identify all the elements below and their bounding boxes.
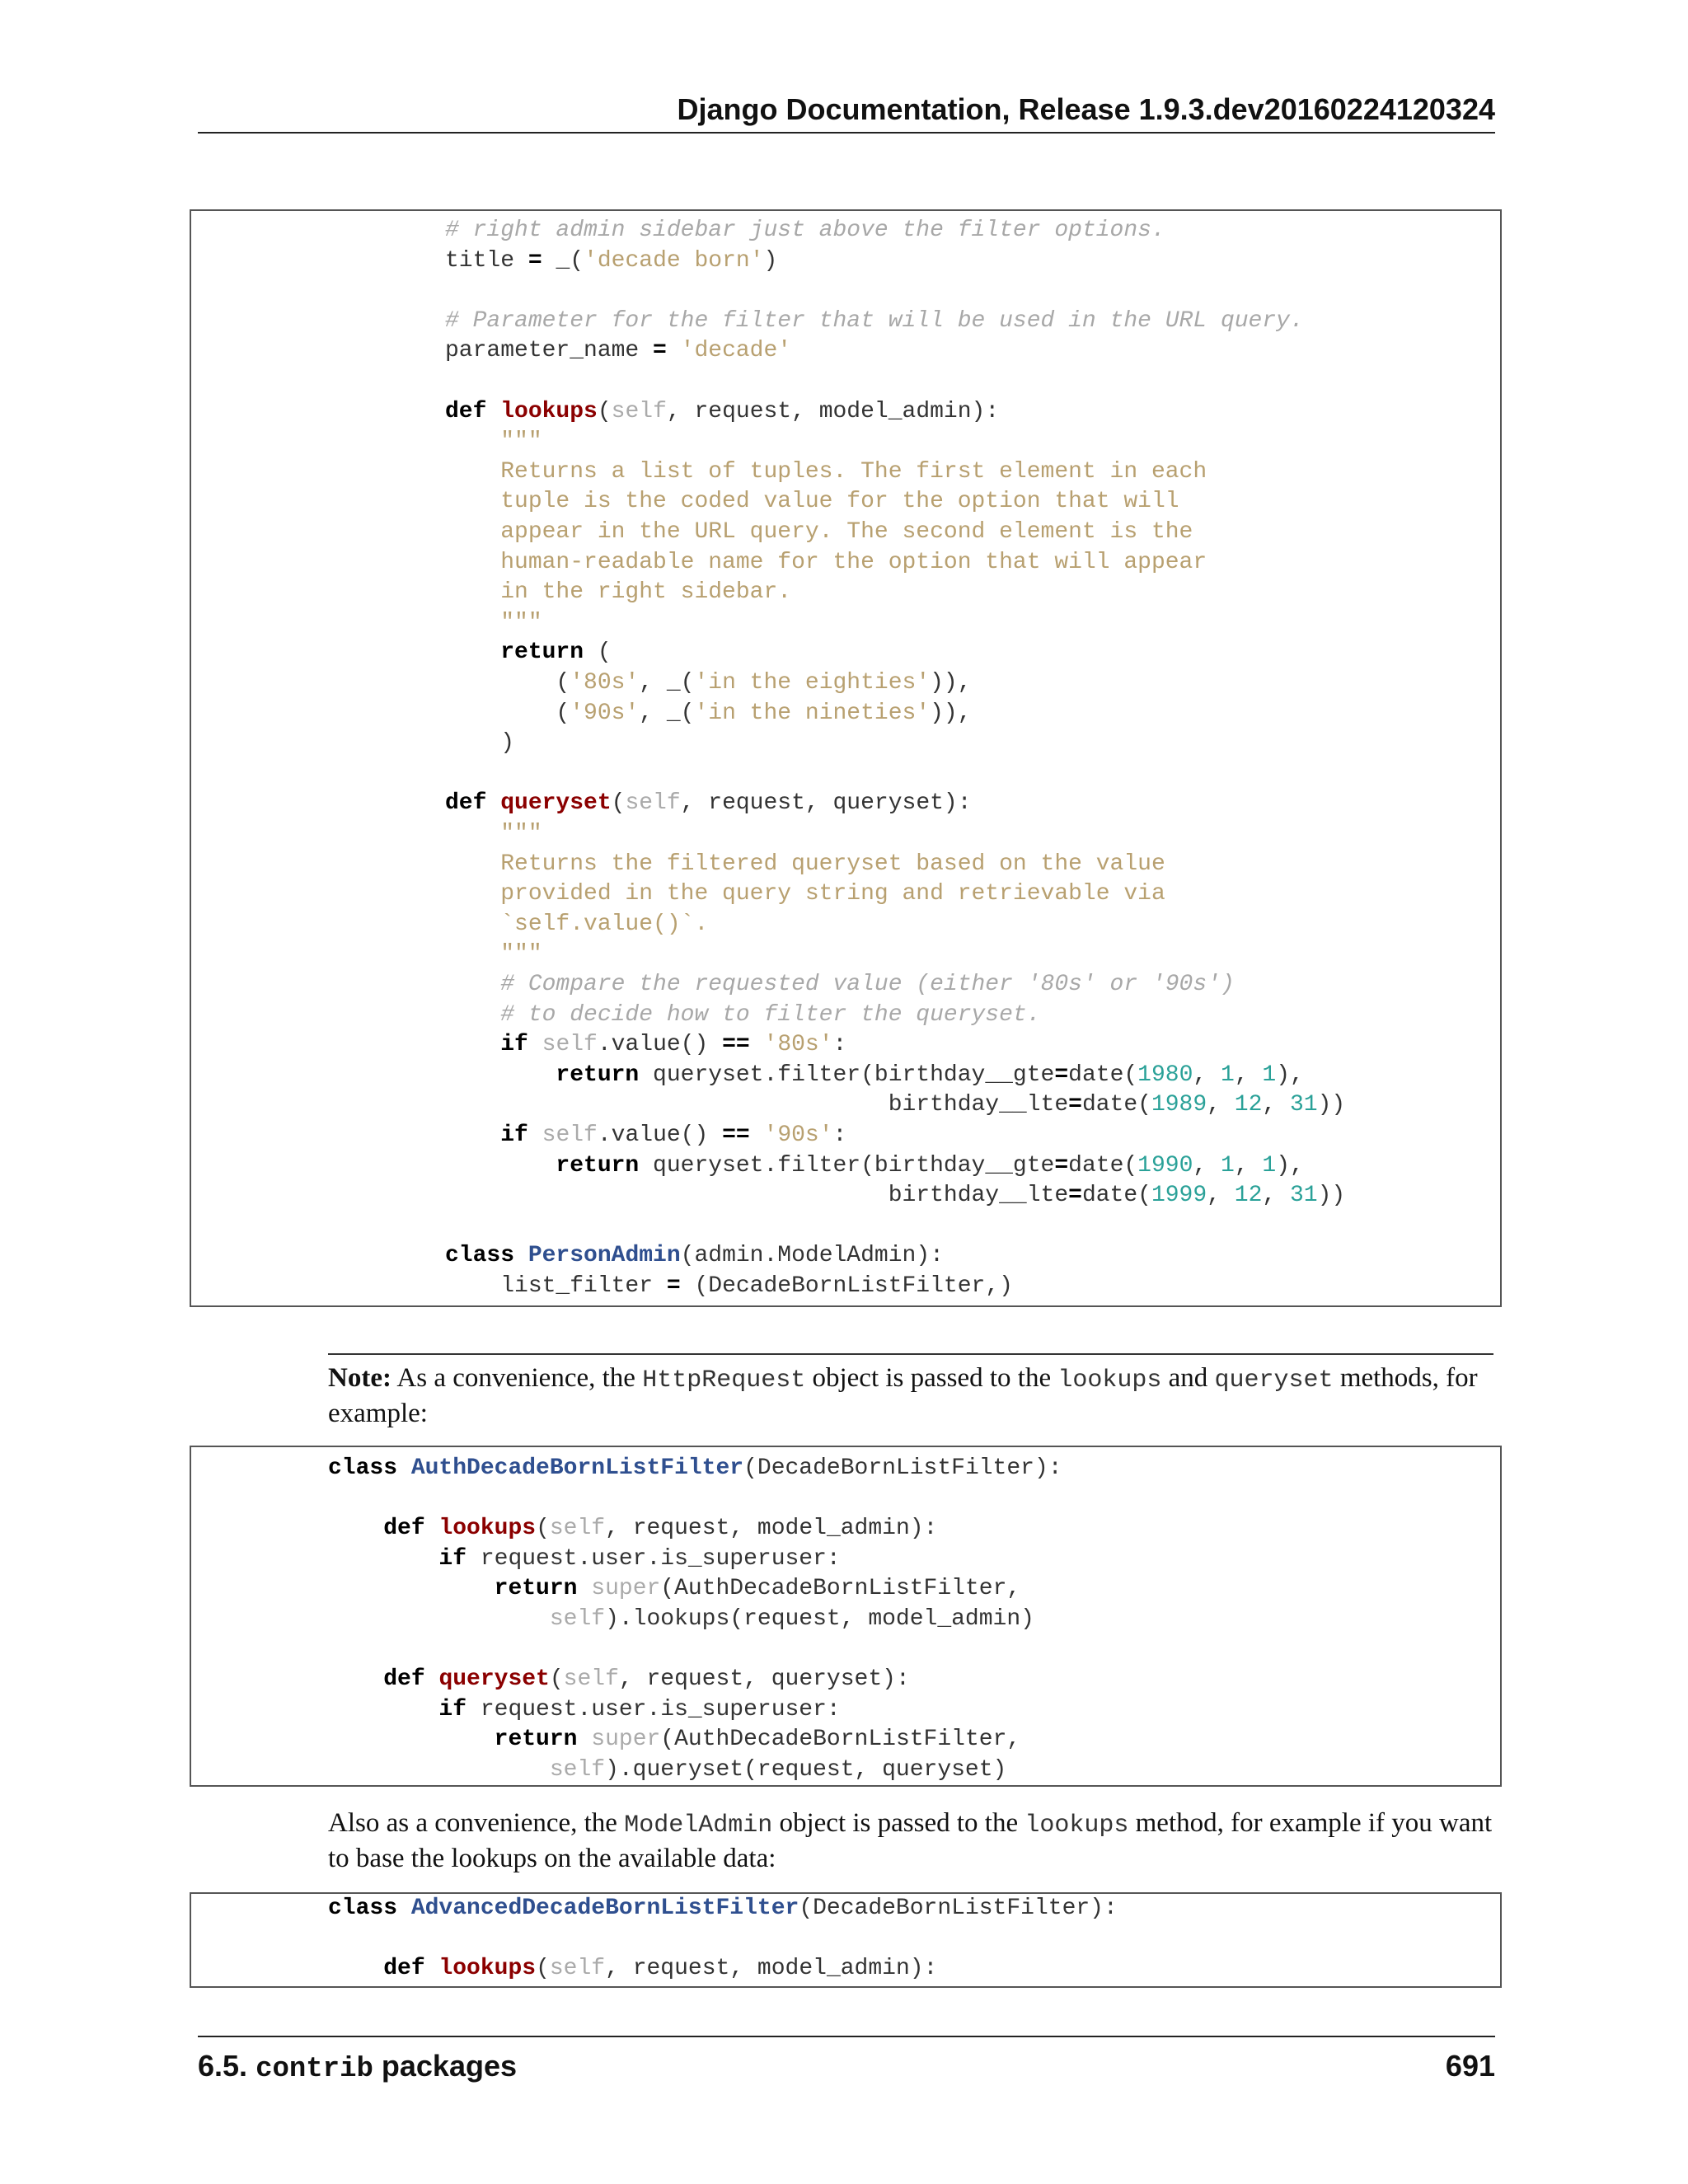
code-line [445, 518, 1193, 547]
code-line [328, 1725, 1020, 1755]
code-token: 'in the eighties' [694, 670, 931, 696]
code-line [328, 1574, 1020, 1604]
code-token [528, 1032, 542, 1057]
code-token: return [494, 1576, 578, 1602]
note-code-queryset: queryset [1214, 1366, 1334, 1394]
code-token: class [328, 1896, 411, 1921]
code-token: # right admin sidebar just above the filter options. [445, 218, 1165, 243]
section-number: 6.5. [198, 2049, 256, 2083]
code-token: 1980 [1137, 1062, 1193, 1088]
code-token: if [438, 1545, 467, 1572]
code-line [445, 1061, 1304, 1090]
code-token [577, 1727, 591, 1752]
code-line [445, 1121, 846, 1151]
code-token: birthday__lte [445, 1092, 1069, 1118]
code-line [445, 397, 999, 427]
code-token: (DecadeBornListFilter): [743, 1455, 1062, 1481]
code-line [445, 1090, 1345, 1120]
code-line [445, 1001, 1041, 1030]
code-token: (AuthDecadeBornListFilter, [660, 1727, 1021, 1753]
code-token: super [591, 1576, 661, 1602]
code-token: = [666, 1273, 681, 1299]
code-token: # Parameter for the filter that will be used in the URL query. [445, 307, 1304, 334]
code-token: , _( [639, 700, 695, 726]
code-token: = [1068, 1092, 1082, 1118]
code-token: queryset [500, 790, 612, 817]
note-label: Note: [328, 1363, 392, 1393]
code-token: if [500, 1122, 528, 1148]
code-token: (DecadeBornListFilter): [799, 1896, 1118, 1921]
code-token: , [1193, 1062, 1221, 1088]
code-token: , [1207, 1092, 1235, 1118]
code-token: , _( [639, 670, 695, 696]
code-line [445, 819, 542, 849]
code-line [445, 608, 542, 638]
code-token: request.user.is_superuser: [467, 1696, 841, 1722]
code-token: """ [445, 941, 542, 968]
code-token: date( [1081, 1183, 1151, 1209]
code-token: ( [536, 1956, 550, 1982]
code-token [328, 1757, 550, 1783]
section-code: contrib [256, 2054, 373, 2085]
code-token: ).lookups(request, model_admin) [605, 1606, 1034, 1632]
code-token: queryset.filter(birthday__gte [639, 1062, 1055, 1088]
code-token [328, 1666, 383, 1692]
code-token: title [445, 247, 528, 274]
code-token: )) [1317, 1183, 1346, 1209]
code-token: = [1054, 1152, 1069, 1179]
code-line [445, 699, 972, 729]
code-token: = [1054, 1062, 1069, 1088]
code-token [445, 1122, 500, 1148]
code-token: = [653, 338, 667, 364]
code-token: self [549, 1606, 606, 1632]
code-token: lookups [438, 1956, 537, 1982]
code-token: ( [597, 398, 612, 424]
code-line [445, 1030, 846, 1060]
code-token: Returns a list of tuples. The first element in each [445, 458, 1207, 485]
code-token: 'decade born' [584, 247, 764, 274]
code-token [445, 640, 500, 665]
code-token: """ [445, 429, 542, 455]
code-token [328, 1516, 383, 1541]
code-token: 1999 [1151, 1183, 1207, 1209]
code-line [328, 1954, 937, 1984]
note-paragraph [328, 1361, 1493, 1430]
code-token: def [383, 1516, 439, 1542]
code-token: (DecadeBornListFilter,) [680, 1273, 1013, 1299]
code-token: ( [549, 1666, 564, 1693]
code-token: self [611, 398, 667, 424]
code-token: queryset.filter(birthday__gte [639, 1152, 1055, 1179]
code-token [328, 1697, 438, 1722]
code-token: ( [611, 790, 626, 817]
code-token: , request, model_admin): [605, 1516, 938, 1542]
code-token [528, 1122, 542, 1148]
page-header [198, 89, 1495, 134]
note-text-4: methods, for example: [328, 1363, 1478, 1428]
note-text-3: and [1161, 1363, 1215, 1393]
code-token: , request, model_admin): [605, 1956, 938, 1982]
code-token: class [328, 1455, 411, 1481]
code-token: if [438, 1696, 467, 1722]
document-title: Django Documentation, Release 1.9.3.dev20160224120324 [677, 92, 1495, 126]
code-block-advanced-filter [190, 1892, 1502, 1988]
code-token: 1 [1262, 1062, 1277, 1088]
code-token: _( [542, 247, 584, 274]
code-token: 31 [1290, 1183, 1318, 1209]
code-token: , request, queryset): [618, 1666, 910, 1693]
code-token: self [549, 1757, 606, 1783]
code-line [445, 548, 1207, 578]
code-token: """ [445, 821, 542, 846]
code-token: class [445, 1243, 528, 1269]
code-line [445, 336, 791, 366]
code-token: def [383, 1956, 439, 1982]
code-token: self [549, 1956, 606, 1982]
code-line [445, 578, 791, 607]
also-text-3: method, for example if you want to base the lookups on the available data: [328, 1808, 1493, 1873]
code-token: '80s' [570, 670, 640, 696]
code-token: 31 [1290, 1092, 1318, 1118]
code-token: == [722, 1032, 750, 1058]
code-line [445, 850, 1165, 879]
code-token: def [445, 790, 501, 817]
code-token [328, 1576, 495, 1601]
code-token: AuthDecadeBornListFilter [410, 1455, 744, 1481]
code-line [328, 1454, 1062, 1483]
code-token: .value() [597, 1122, 723, 1148]
code-token: request.user.is_superuser: [467, 1545, 841, 1572]
code-line [328, 1894, 1118, 1924]
code-token: , [1262, 1183, 1290, 1209]
code-token: : [832, 1032, 847, 1058]
code-block-auth-filter [190, 1446, 1502, 1787]
code-token: = [528, 247, 542, 274]
code-token: Returns the filtered queryset based on the value [445, 851, 1165, 877]
code-token: ( [445, 670, 570, 696]
code-token: """ [445, 609, 542, 635]
code-token [328, 1956, 383, 1981]
code-token [667, 338, 681, 363]
code-token: ) [763, 247, 778, 274]
code-token: 'in the nineties' [694, 700, 931, 726]
code-line [445, 940, 542, 969]
code-line [445, 1151, 1304, 1181]
code-token: )), [930, 670, 972, 696]
code-token: , [1234, 1152, 1263, 1179]
also-code-modeladmin: ModelAdmin [624, 1811, 773, 1840]
code-line [445, 668, 972, 698]
code-token [750, 1122, 764, 1148]
code-line [445, 879, 1165, 909]
code-token: (admin.ModelAdmin): [680, 1243, 944, 1269]
page-footer [198, 2036, 1495, 2087]
code-token: human-readable name for the option that will appear [445, 549, 1207, 575]
code-token: ) [445, 730, 515, 757]
code-token: )) [1317, 1092, 1346, 1118]
code-token: date( [1068, 1062, 1138, 1088]
page-number: 691 [1445, 2049, 1495, 2083]
code-token: AdvancedDecadeBornListFilter [410, 1896, 799, 1921]
code-line [328, 1665, 910, 1694]
code-token: return [556, 1152, 640, 1179]
code-token: 1 [1221, 1062, 1235, 1088]
code-token: parameter_name [445, 338, 654, 364]
code-token: 1990 [1137, 1152, 1193, 1179]
code-token: def [445, 398, 501, 424]
code-line [445, 487, 1179, 517]
code-token: date( [1068, 1152, 1138, 1179]
code-line [445, 1181, 1345, 1211]
code-token: self [549, 1516, 606, 1542]
code-block-decade-filter [190, 209, 1502, 1307]
code-token [445, 1062, 556, 1088]
code-line [445, 1241, 944, 1271]
code-token: date( [1081, 1092, 1151, 1118]
code-token: )), [930, 700, 972, 726]
code-token: self [625, 790, 681, 817]
code-token: ( [536, 1516, 550, 1542]
code-token: : [832, 1122, 847, 1148]
code-token: super [591, 1727, 661, 1753]
code-token: `self.value()`. [445, 911, 709, 937]
note-code-httprequest: HttpRequest [642, 1366, 806, 1394]
code-token: tuple is the coded value for the option that will [445, 489, 1179, 515]
code-token: '80s' [763, 1032, 833, 1058]
code-token: list_filter [445, 1273, 667, 1299]
code-line [445, 216, 1165, 246]
code-token: , request, model_admin): [666, 398, 1000, 424]
code-line [445, 1272, 1013, 1301]
code-token [328, 1546, 438, 1572]
note-divider [328, 1353, 1493, 1355]
code-token: , [1207, 1183, 1235, 1209]
code-line [445, 789, 972, 818]
code-token [445, 1032, 500, 1057]
code-token: self [542, 1032, 598, 1058]
code-token [577, 1576, 591, 1601]
code-token [328, 1606, 550, 1632]
code-token: provided in the query string and retrievable via [445, 881, 1165, 907]
code-token: return [500, 640, 584, 666]
section-title [198, 2049, 517, 2085]
also-paragraph [328, 1807, 1493, 1875]
code-token [750, 1032, 764, 1057]
code-token: 1989 [1151, 1092, 1207, 1118]
code-token: lookups [438, 1516, 537, 1542]
code-token: # to decide how to filter the queryset. [445, 1001, 1041, 1028]
code-token: = [1068, 1183, 1082, 1209]
code-token: self [563, 1666, 619, 1693]
code-token: PersonAdmin [528, 1243, 681, 1269]
code-token: # Compare the requested value (either '80s' or '90s') [445, 972, 1235, 997]
note-code-lookups: lookups [1057, 1366, 1162, 1394]
code-line [328, 1605, 1034, 1634]
code-token: '90s' [763, 1122, 833, 1148]
code-token: , [1193, 1152, 1221, 1179]
code-token: (AuthDecadeBornListFilter, [660, 1576, 1021, 1602]
code-line [328, 1544, 841, 1574]
note-text-1: As a convenience, the [391, 1363, 643, 1393]
code-token: queryset [438, 1666, 550, 1693]
also-text-1: Also as a convenience, the [328, 1808, 625, 1838]
code-token [328, 1727, 495, 1752]
code-token: 1 [1262, 1152, 1277, 1179]
code-line [445, 970, 1235, 1000]
code-token: def [383, 1666, 439, 1693]
also-text-2: object is passed to the [772, 1808, 1025, 1838]
code-token: == [722, 1122, 750, 1148]
code-token: .value() [597, 1032, 723, 1058]
code-line [328, 1755, 1006, 1785]
code-token: ( [584, 640, 612, 666]
code-line [445, 246, 777, 276]
code-line [445, 910, 708, 940]
code-line [328, 1514, 937, 1544]
code-line [445, 307, 1304, 336]
code-token: 1 [1221, 1152, 1235, 1179]
note-text-2: object is passed to the [805, 1363, 1058, 1393]
code-token: return [556, 1062, 640, 1088]
code-token: 'decade' [680, 338, 792, 364]
code-token: return [494, 1727, 578, 1753]
code-line [445, 729, 514, 758]
code-token: ), [1276, 1062, 1304, 1088]
code-token: birthday__lte [445, 1183, 1069, 1209]
code-token: 12 [1234, 1092, 1263, 1118]
code-token: self [542, 1122, 598, 1148]
code-token: ), [1276, 1152, 1304, 1179]
code-token: 12 [1234, 1183, 1263, 1209]
code-line [445, 457, 1207, 487]
code-token: , [1262, 1092, 1290, 1118]
code-token: if [500, 1032, 528, 1058]
code-line [445, 427, 542, 457]
code-token: ).queryset(request, queryset) [605, 1757, 1007, 1783]
section-text: packages [373, 2049, 518, 2083]
code-token: , [1234, 1062, 1263, 1088]
code-token: ( [445, 700, 570, 726]
code-line [328, 1695, 841, 1725]
code-token: lookups [500, 398, 598, 424]
code-line [445, 638, 612, 668]
code-token: in the right sidebar. [445, 579, 792, 606]
code-token: '90s' [570, 700, 640, 726]
also-code-lookups: lookups [1025, 1811, 1129, 1840]
code-token: appear in the URL query. The second element is the [445, 519, 1193, 545]
code-token: , request, queryset): [680, 790, 972, 817]
code-token [445, 1153, 556, 1179]
